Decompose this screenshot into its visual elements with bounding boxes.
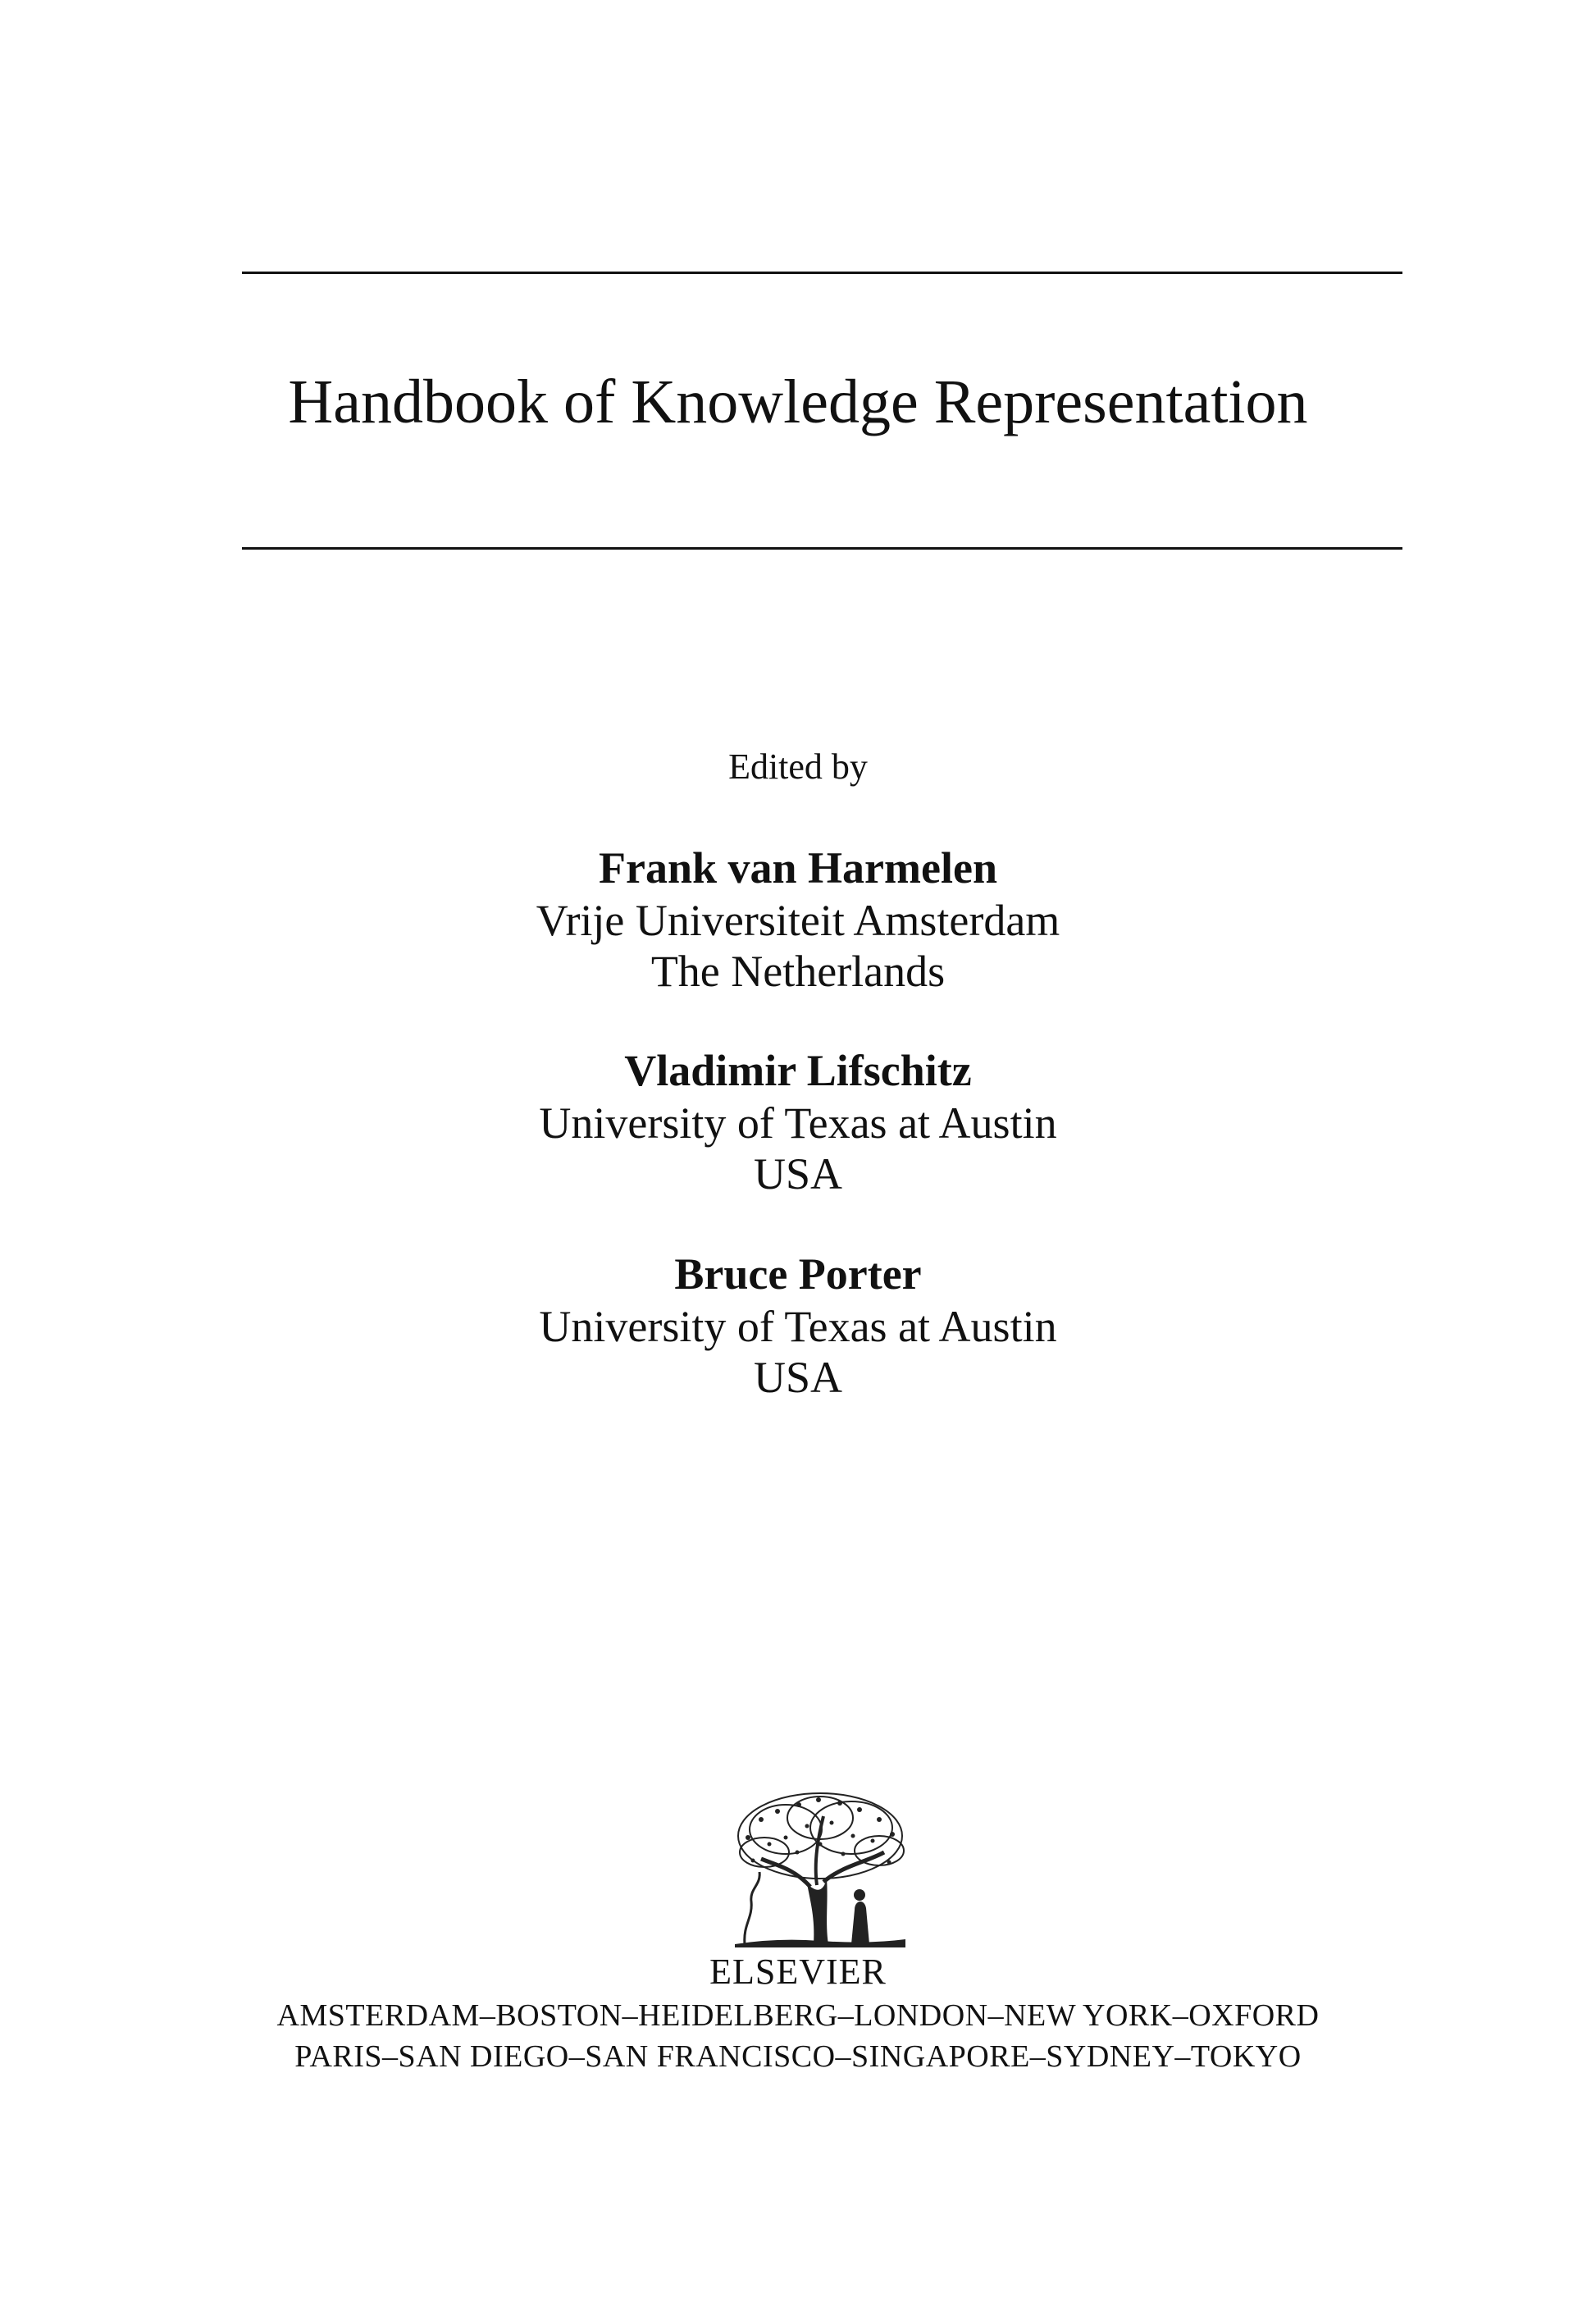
editor-name: Vladimir Lifschitz: [624, 1046, 972, 1095]
editor-name: Bruce Porter: [674, 1249, 922, 1299]
editor-affiliation: University of Texas at Austin: [539, 1302, 1057, 1351]
editor-country: USA: [753, 1353, 843, 1402]
editor-block: [0, 1043, 1596, 1199]
editor-block: [0, 841, 1596, 997]
edited-by-label: Edited by: [728, 747, 868, 787]
book-title: Handbook of Knowledge Representation: [288, 368, 1308, 436]
bottom-rule: [242, 547, 1402, 550]
publisher-name: ELSEVIER: [709, 1952, 887, 1992]
publisher-cities-line-1: AMSTERDAM–BOSTON–HEIDELBERG–LONDON–NEW YORK–OXFORD: [276, 1998, 1320, 2033]
elsevier-tree-logo-icon: [728, 1787, 912, 1951]
editor-country: The Netherlands: [650, 947, 946, 996]
top-rule: [242, 272, 1402, 274]
editor-name: Frank van Harmelen: [599, 843, 997, 893]
editor-block: [0, 1247, 1596, 1403]
publisher-cities-line-2: PARIS–SAN DIEGO–SAN FRANCISCO–SINGAPORE–SYDNEY–TOKYO: [294, 2039, 1302, 2074]
editor-country: USA: [753, 1149, 843, 1199]
editor-affiliation: University of Texas at Austin: [539, 1098, 1057, 1148]
editor-affiliation: Vrije Universiteit Amsterdam: [536, 896, 1060, 945]
